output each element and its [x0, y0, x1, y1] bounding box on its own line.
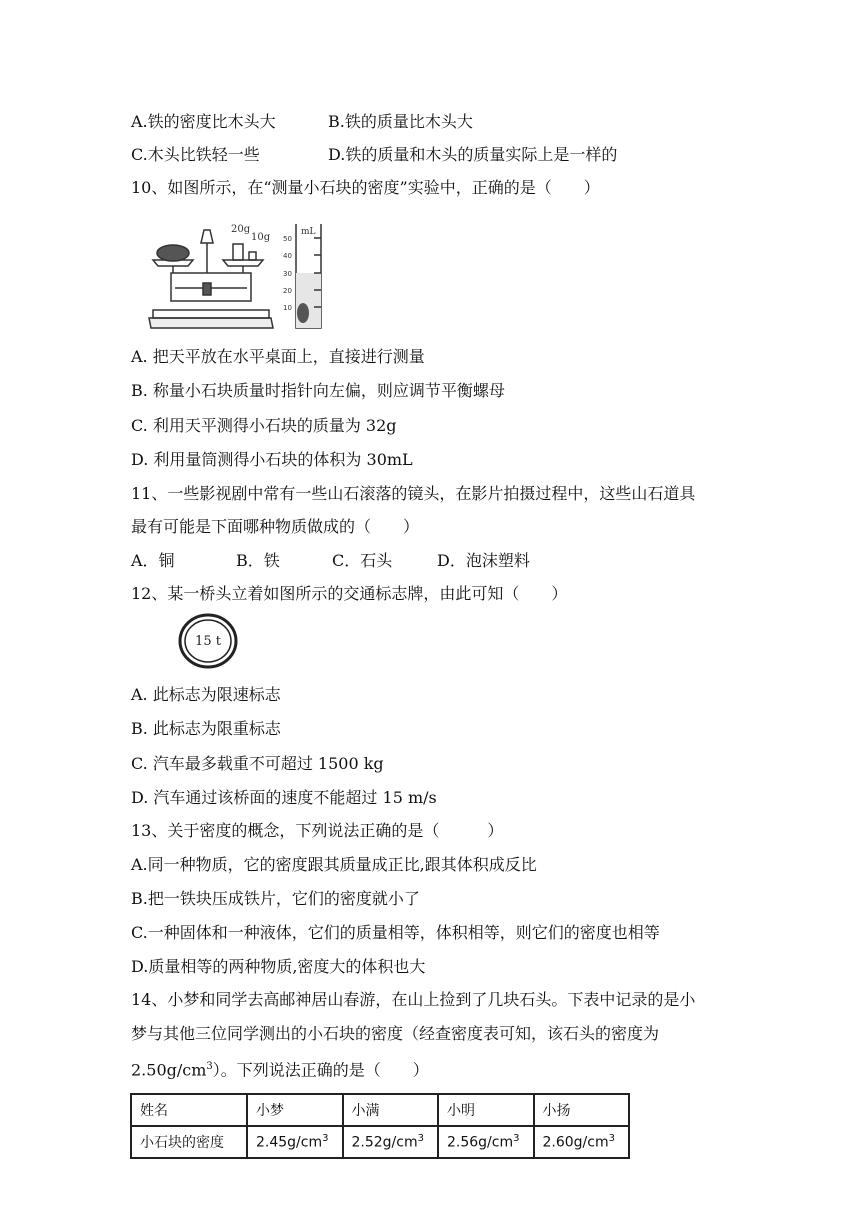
table-cell: $2.52g/cm^3$ — [343, 1126, 439, 1158]
q13-option-a: A.同一种物质，它的密度跟其质量成正比,跟其体积成反比 — [131, 855, 537, 874]
q14-stem-line3-value: 2.50g/cm — [131, 1060, 207, 1080]
weight-label-10g: 10g — [251, 232, 271, 243]
cylinder-tick-20: 20 — [283, 287, 292, 295]
table-cell: $2.60g/cm^3$ — [534, 1126, 630, 1158]
q13-option-b: B.把一铁块压成铁片，它们的密度就小了 — [131, 889, 420, 908]
q10-option-d: D. 利用量筒测得小石块的体积为 30mL — [131, 450, 413, 469]
q11-option-a: A．铜 — [131, 551, 175, 570]
q10-option-c: C. 利用天平测得小石块的质量为 32g — [131, 416, 397, 435]
q11-stem-line2: 最有可能是下面哪种物质做成的（ ） — [131, 517, 420, 536]
density-table — [130, 1093, 630, 1159]
q10-option-a: A. 把天平放在水平桌面上，直接进行测量 — [131, 347, 425, 366]
q13-option-c: C.一种固体和一种液体，它们的质量相等，体积相等，则它们的密度也相等 — [131, 923, 660, 942]
table-header-cell: 小明 — [438, 1094, 534, 1126]
q11-option-d: D．泡沫塑料 — [437, 551, 530, 570]
cylinder-tick-50: 50 — [283, 235, 292, 243]
table-header-cell: 小梦 — [247, 1094, 343, 1126]
cylinder-tick-40: 40 — [283, 252, 292, 260]
q9-option-d: D.铁的质量和木头的质量实际上是一样的 — [328, 145, 618, 164]
q13-option-d: D.质量相等的两种物质,密度大的体积也大 — [131, 957, 426, 976]
q9-option-a: A.铁的密度比木头大 — [131, 112, 276, 131]
q9-option-c: C.木头比铁轻一些 — [131, 145, 260, 164]
q10-option-b: B. 称量小石块质量时指针向左偏，则应调节平衡螺母 — [131, 381, 505, 400]
q11-option-c: C．石头 — [332, 551, 393, 570]
table-header-cell: 小扬 — [534, 1094, 630, 1126]
q14-stem-line3-sup: 3 — [206, 1061, 213, 1072]
table-header-row — [131, 1094, 629, 1126]
table-header-cell: 姓名 — [131, 1094, 247, 1126]
q13-stem: 13、关于密度的概念，下列说法正确的是（ ） — [131, 821, 504, 840]
table-row-label: 小石块的密度 — [131, 1126, 247, 1158]
q14-stem-line3-rest: ）。下列说法正确的是（ ） — [212, 1060, 429, 1080]
q14-stem-line2: 梦与其他三位同学测出的小石块的密度（经查密度表可知，该石头的密度为 — [131, 1024, 660, 1043]
q12-option-c: C. 汽车最多载重不可超过 1500 kg — [131, 754, 384, 773]
cylinder-tick-10: 10 — [283, 304, 292, 312]
q12-option-a: A. 此标志为限速标志 — [131, 685, 281, 704]
table-header-cell: 小满 — [343, 1094, 439, 1126]
balance-cylinder-figure — [143, 218, 338, 333]
table-cell: $2.56g/cm^3$ — [438, 1126, 534, 1158]
q11-stem-line1: 11、一些影视剧中常有一些山石滚落的镜头，在影片拍摄过程中，这些山石道具 — [131, 484, 696, 503]
q11-option-b: B．铁 — [236, 551, 280, 570]
sign-text: 15 t — [195, 634, 221, 649]
q14-stem-line3 — [131, 1057, 429, 1080]
q10-stem: 10、如图所示，在“测量小石块的密度”实验中，正确的是（ ） — [131, 178, 600, 197]
q12-option-d: D. 汽车通过该桥面的速度不能超过 15 m/s — [131, 788, 437, 807]
graduated-cylinder-icon — [296, 224, 321, 328]
q12-stem: 12、某一桥头立着如图所示的交通标志牌，由此可知（ ） — [131, 584, 568, 603]
table-row — [131, 1126, 629, 1158]
cylinder-tick-30: 30 — [283, 270, 292, 278]
q12-option-b: B. 此标志为限重标志 — [131, 719, 281, 738]
table-cell: $2.45g/cm^3$ — [247, 1126, 343, 1158]
cylinder-unit-label: mL — [301, 227, 316, 237]
q14-stem-line1: 14、小梦和同学去高邮神居山春游，在山上捡到了几块石头。下表中记录的是小 — [131, 990, 696, 1009]
weight-limit-sign-icon — [178, 612, 240, 670]
q9-option-b: B.铁的质量比木头大 — [328, 112, 473, 131]
weight-label-20g: 20g — [231, 224, 251, 235]
balance-icon — [149, 230, 273, 328]
